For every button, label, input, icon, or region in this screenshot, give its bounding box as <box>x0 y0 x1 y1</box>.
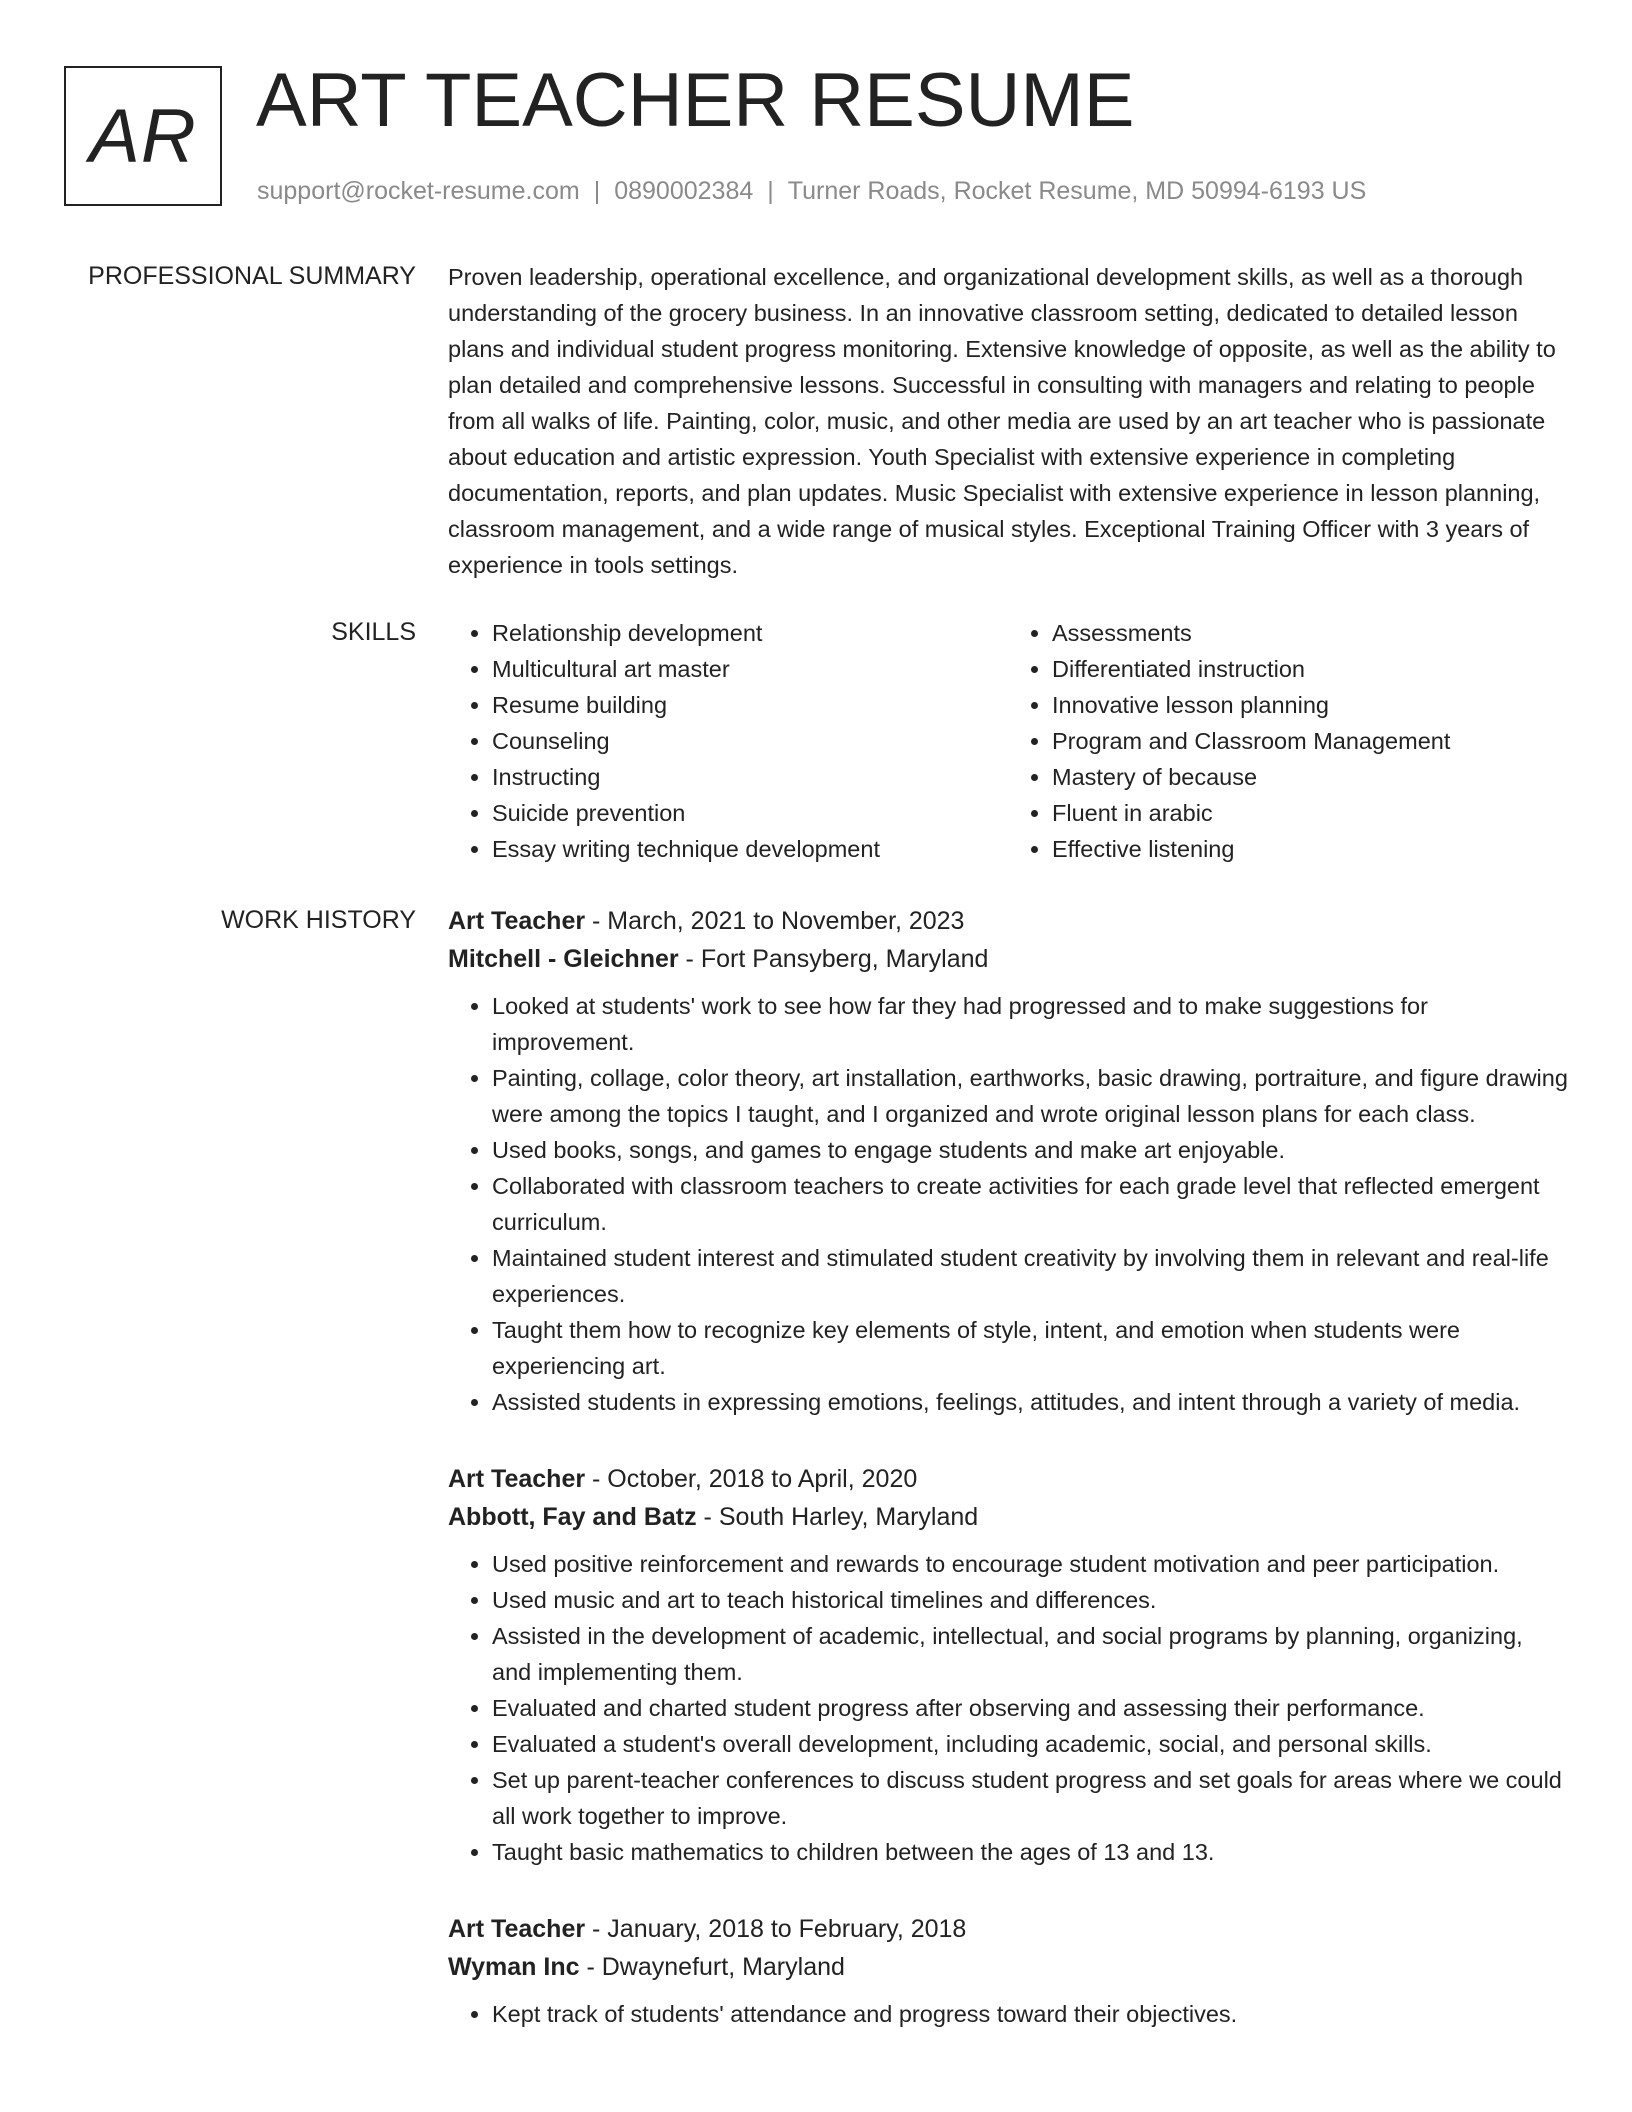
work-section-label: WORK HISTORY <box>221 906 416 934</box>
job-bullet: • Collaborated with classroom teachers to create activities for each grade level that reflected emergent curriculum. <box>492 1168 1568 1240</box>
contact-address: Turner Roads, Rocket Resume, MD 50994-6193 US <box>787 177 1367 205</box>
job-bullet: • Evaluated a student's overall development, including academic, social, and personal skills. <box>492 1726 1568 1762</box>
job-bullet: • Set up parent-teacher conferences to discuss student progress and set goals for areas where we could all work together to improve. <box>492 1762 1568 1834</box>
job-company-line <box>448 940 1568 978</box>
job-bullet: • Kept track of students' attendance and progress toward their objectives. <box>492 1996 1568 2032</box>
skills-section <box>448 615 1568 867</box>
skills-list-right <box>1008 615 1568 867</box>
skill-item: • Innovative lesson planning <box>1052 687 1568 723</box>
contact-phone: 0890002384 <box>614 177 754 205</box>
job-company-line <box>448 1948 1568 1986</box>
job-company: Abbott, Fay and Batz <box>448 1503 697 1531</box>
job-title: Art Teacher <box>448 907 586 935</box>
summary-section-label: PROFESSIONAL SUMMARY <box>88 262 416 290</box>
job-title: Art Teacher <box>448 1915 586 1943</box>
monogram-box <box>64 66 222 206</box>
job-bullets <box>448 1546 1568 1870</box>
job-location: - Fort Pansyberg, Maryland <box>678 945 989 973</box>
job-dates: - October, 2018 to April, 2020 <box>585 1465 918 1493</box>
skill-item: • Assessments <box>1052 615 1568 651</box>
skill-item: • Differentiated instruction <box>1052 651 1568 687</box>
summary-section <box>448 259 1568 583</box>
job-entry <box>448 1910 1568 2032</box>
job-bullet: • Used music and art to teach historical timelines and differences. <box>492 1582 1568 1618</box>
job-company: Mitchell - Gleichner <box>448 945 679 973</box>
job-dates: - January, 2018 to February, 2018 <box>585 1915 967 1943</box>
job-bullet: • Assisted students in expressing emotions, feelings, attitudes, and intent through a variety of media. <box>492 1384 1568 1420</box>
summary-text: Proven leadership, operational excellence, and organizational development skills, as well as a thorough understanding of the grocery business. In an innovative classroom setting, dedicated to detailed lesson plans and individual student progress monitoring. Extensive knowledge of opposite, as well as the ability to plan detailed and comprehensive lessons. Successful in consulting with managers and relating to people from all walks of life. Painting, color, music, and other media are used by an art teacher who is passionate about education and artistic expression. Youth Specialist with extensive experience in completing documentation, reports, and plan updates. Music Specialist with extensive experience in lesson planning, classroom management, and a wide range of musical styles. Exceptional Training Officer with 3 years of experience in tools settings. <box>448 264 1556 578</box>
skill-item: • Multicultural art master <box>492 651 1008 687</box>
job-dates: - March, 2021 to November, 2023 <box>585 907 965 935</box>
job-bullet: • Maintained student interest and stimulated student creativity by involving them in relevant and real-life experiences. <box>492 1240 1568 1312</box>
skill-item: • Suicide prevention <box>492 795 1008 831</box>
job-bullet: • Assisted in the development of academic, intellectual, and social programs by planning, organizing, and implementing them. <box>492 1618 1568 1690</box>
job-company: Wyman Inc <box>448 1953 580 1981</box>
skill-item: • Fluent in arabic <box>1052 795 1568 831</box>
skill-item: • Effective listening <box>1052 831 1568 867</box>
job-title-line <box>448 902 1568 940</box>
job-bullet: • Used books, songs, and games to engage students and make art enjoyable. <box>492 1132 1568 1168</box>
page-title: ART TEACHER RESUME <box>256 58 1135 143</box>
work-section <box>448 902 1568 2072</box>
skill-item: • Mastery of because <box>1052 759 1568 795</box>
skills-section-label: SKILLS <box>331 618 416 646</box>
job-title: Art Teacher <box>448 1465 586 1493</box>
job-location: - South Harley, Maryland <box>696 1503 979 1531</box>
monogram-initials: AR <box>89 93 197 179</box>
job-title-line <box>448 1910 1568 1948</box>
contact-email: support@rocket-resume.com <box>257 177 580 205</box>
contact-separator: | <box>767 177 774 205</box>
job-bullet: • Evaluated and charted student progress after observing and assessing their performance. <box>492 1690 1568 1726</box>
skill-item: • Instructing <box>492 759 1008 795</box>
skill-item: • Counseling <box>492 723 1008 759</box>
job-entry <box>448 902 1568 1420</box>
job-bullet: • Taught them how to recognize key elements of style, intent, and emotion when students were experiencing art. <box>492 1312 1568 1384</box>
skills-list-left <box>448 615 1008 867</box>
job-company-line <box>448 1498 1568 1536</box>
job-location: - Dwaynefurt, Maryland <box>579 1953 845 1981</box>
job-bullet: • Painting, collage, color theory, art installation, earthworks, basic drawing, portraiture, and figure drawing were among the topics I taught, and I organized and wrote original lesson plans for each class. <box>492 1060 1568 1132</box>
job-bullet: • Looked at students' work to see how far they had progressed and to make suggestions for improvement. <box>492 988 1568 1060</box>
job-bullets <box>448 988 1568 1420</box>
contact-line <box>257 176 1366 206</box>
job-bullets <box>448 1996 1568 2032</box>
job-title-line <box>448 1460 1568 1498</box>
job-entry <box>448 1460 1568 1870</box>
contact-separator: | <box>593 177 601 205</box>
skill-item: • Program and Classroom Management <box>1052 723 1568 759</box>
skill-item: • Essay writing technique development <box>492 831 1008 867</box>
skill-item: • Relationship development <box>492 615 1008 651</box>
job-bullet: • Taught basic mathematics to children between the ages of 13 and 13. <box>492 1834 1568 1870</box>
job-bullet: • Used positive reinforcement and rewards to encourage student motivation and peer participation. <box>492 1546 1568 1582</box>
skill-item: • Resume building <box>492 687 1008 723</box>
